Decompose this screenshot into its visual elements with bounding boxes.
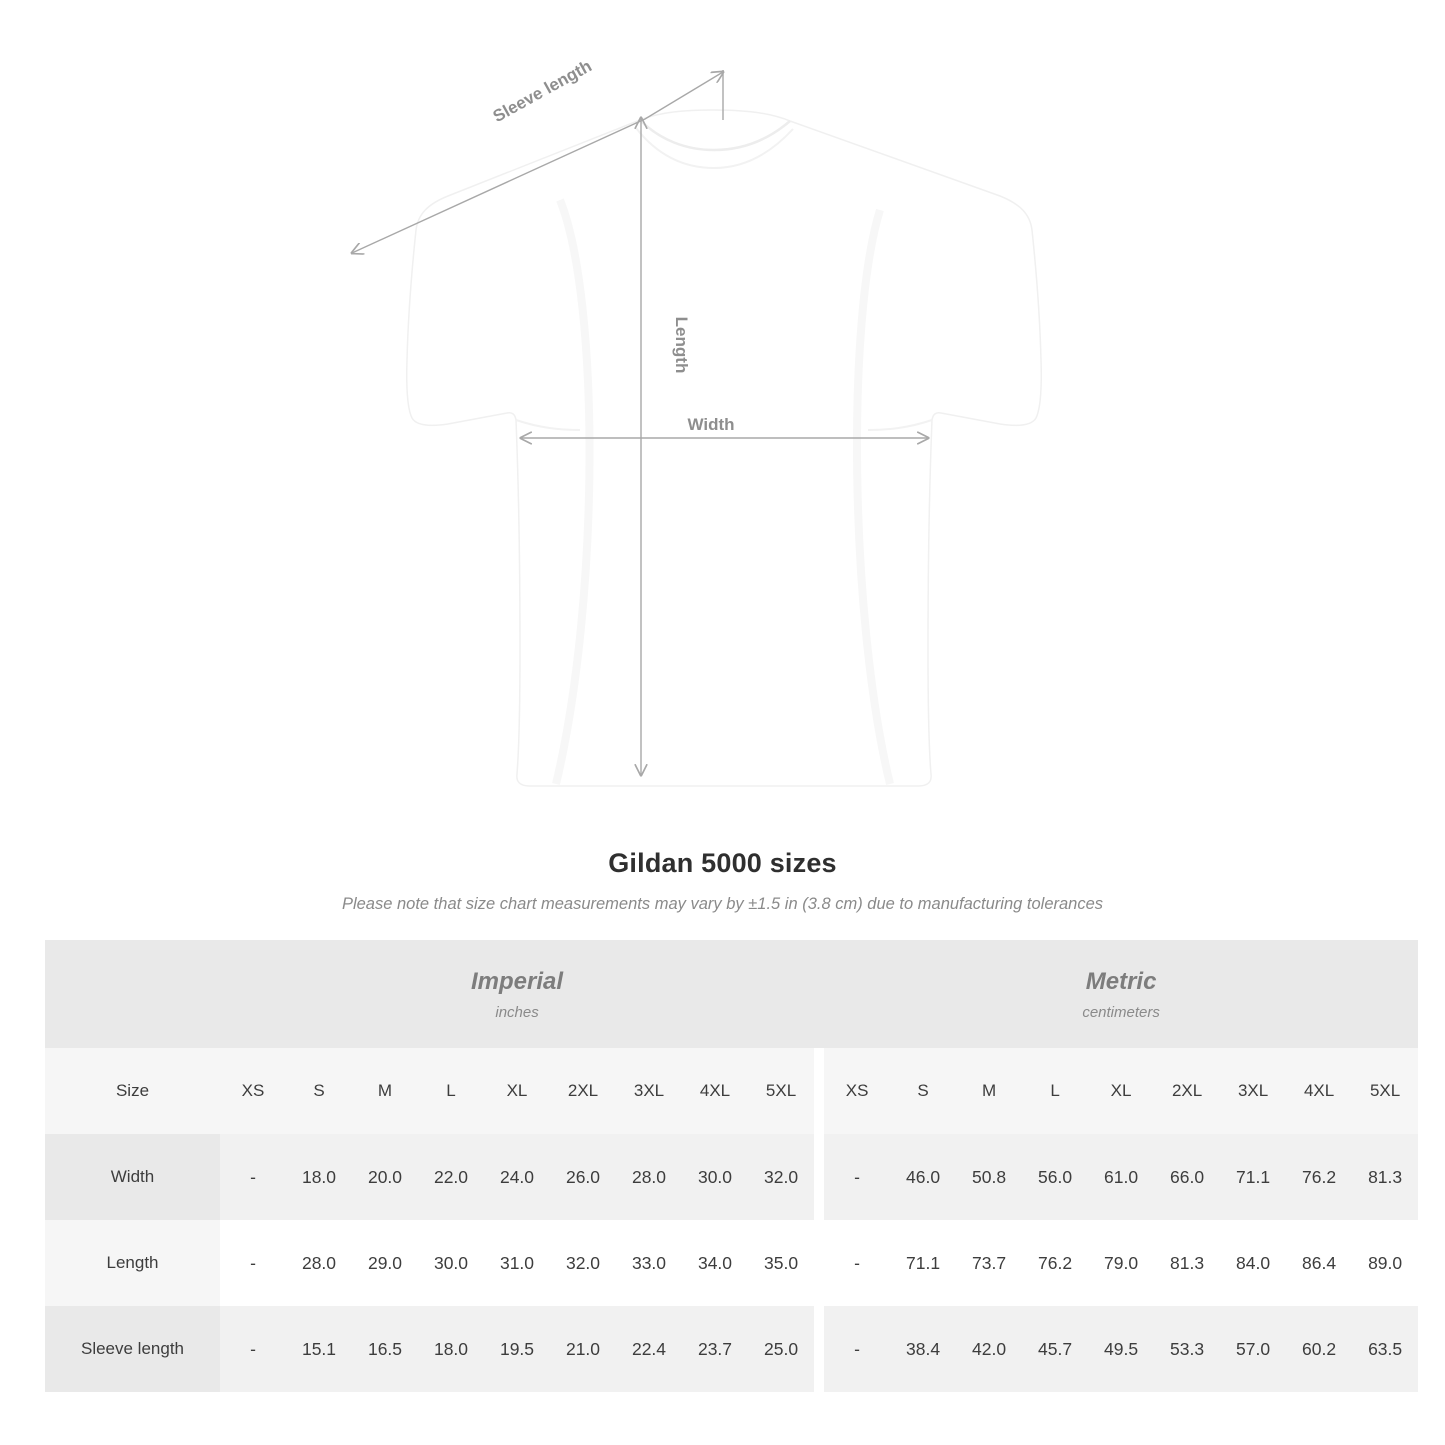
- cell-length-metric-xs: -: [824, 1220, 890, 1306]
- cell-sleeve-imperial-3xl: 22.4: [616, 1306, 682, 1392]
- cell-sleeve-metric-m: 42.0: [956, 1306, 1022, 1392]
- column-separator-sleeve: [814, 1306, 824, 1392]
- column-separator-header: [814, 1048, 824, 1134]
- tshirt-shape: [407, 110, 1042, 786]
- cell-length-metric-4xl: 86.4: [1286, 1220, 1352, 1306]
- cell-length-metric-xl: 79.0: [1088, 1220, 1154, 1306]
- cell-length-metric-l: 76.2: [1022, 1220, 1088, 1306]
- cell-length-imperial-xs: -: [220, 1220, 286, 1306]
- cell-width-imperial-3xl: 28.0: [616, 1134, 682, 1220]
- cell-width-metric-5xl: 81.3: [1352, 1134, 1418, 1220]
- header-size-xs-imperial: XS: [220, 1048, 286, 1134]
- cell-sleeve-imperial-xs: -: [220, 1306, 286, 1392]
- chart-title: Gildan 5000 sizes: [608, 848, 837, 878]
- unit-cell-imperial: [220, 940, 814, 1048]
- cell-sleeve-metric-xl: 49.5: [1088, 1306, 1154, 1392]
- cell-sleeve-imperial-4xl: 23.7: [682, 1306, 748, 1392]
- unit-cell-blank: [45, 940, 220, 1048]
- cell-length-imperial-m: 29.0: [352, 1220, 418, 1306]
- cell-length-metric-s: 71.1: [890, 1220, 956, 1306]
- column-separator-length: [814, 1220, 824, 1306]
- unit-cell-metric: [824, 940, 1418, 1048]
- cell-width-metric-s: 46.0: [890, 1134, 956, 1220]
- unit-sub-metric: centimeters: [1082, 1003, 1160, 1021]
- cell-width-imperial-2xl: 26.0: [550, 1134, 616, 1220]
- header-size-m-imperial: M: [352, 1048, 418, 1134]
- unit-header-row: [45, 940, 1418, 1048]
- cell-length-imperial-5xl: 35.0: [748, 1220, 814, 1306]
- cell-width-imperial-s: 18.0: [286, 1134, 352, 1220]
- header-size-5xl-imperial: 5XL: [748, 1048, 814, 1134]
- cell-width-metric-l: 56.0: [1022, 1134, 1088, 1220]
- cell-width-imperial-m: 20.0: [352, 1134, 418, 1220]
- cell-length-imperial-l: 30.0: [418, 1220, 484, 1306]
- cell-sleeve-imperial-l: 18.0: [418, 1306, 484, 1392]
- cell-width-metric-m: 50.8: [956, 1134, 1022, 1220]
- size-table-wrap: [0, 940, 1445, 1392]
- header-size: Size: [45, 1048, 220, 1134]
- row-label-width: Width: [45, 1134, 220, 1220]
- cell-length-imperial-3xl: 33.0: [616, 1220, 682, 1306]
- cell-width-metric-3xl: 71.1: [1220, 1134, 1286, 1220]
- cell-width-imperial-l: 22.0: [418, 1134, 484, 1220]
- cell-width-imperial-xl: 24.0: [484, 1134, 550, 1220]
- header-size-m-metric: M: [956, 1048, 1022, 1134]
- cell-width-metric-xs: -: [824, 1134, 890, 1220]
- cell-width-metric-xl: 61.0: [1088, 1134, 1154, 1220]
- header-size-xs-metric: XS: [824, 1048, 890, 1134]
- header-size-xl-metric: XL: [1088, 1048, 1154, 1134]
- header-size-3xl-metric: 3XL: [1220, 1048, 1286, 1134]
- cell-sleeve-imperial-m: 16.5: [352, 1306, 418, 1392]
- unit-cell-gap: [814, 940, 824, 1048]
- table-row: [45, 1306, 1418, 1392]
- table-row: [45, 1220, 1418, 1306]
- unit-sub-imperial: inches: [495, 1003, 539, 1021]
- header-size-l-metric: L: [1022, 1048, 1088, 1134]
- cell-width-imperial-xs: -: [220, 1134, 286, 1220]
- sleeve-length-label: Sleeve length: [489, 56, 595, 127]
- header-size-5xl-metric: 5XL: [1352, 1048, 1418, 1134]
- width-label: Width: [687, 415, 735, 434]
- cell-width-imperial-4xl: 30.0: [682, 1134, 748, 1220]
- row-label-sleeve-length: Sleeve length: [45, 1306, 220, 1392]
- size-header-row: [45, 1048, 1418, 1134]
- column-separator-width: [814, 1134, 824, 1220]
- cell-width-imperial-5xl: 32.0: [748, 1134, 814, 1220]
- header-size-4xl-imperial: 4XL: [682, 1048, 748, 1134]
- cell-sleeve-metric-xs: -: [824, 1306, 890, 1392]
- cell-sleeve-metric-4xl: 60.2: [1286, 1306, 1352, 1392]
- chart-note: Please note that size chart measurements may vary by ±1.5 in (3.8 cm) due to manufacturing tolerances: [341, 895, 1104, 913]
- cell-sleeve-imperial-xl: 19.5: [484, 1306, 550, 1392]
- length-label: Length: [672, 316, 691, 374]
- cell-sleeve-imperial-5xl: 25.0: [748, 1306, 814, 1392]
- cell-width-metric-4xl: 76.2: [1286, 1134, 1352, 1220]
- table-row: [45, 1134, 1418, 1220]
- header-size-2xl-metric: 2XL: [1154, 1048, 1220, 1134]
- cell-sleeve-metric-5xl: 63.5: [1352, 1306, 1418, 1392]
- header-size-xl-imperial: XL: [484, 1048, 550, 1134]
- header-size-3xl-imperial: 3XL: [616, 1048, 682, 1134]
- cell-width-metric-2xl: 66.0: [1154, 1134, 1220, 1220]
- header-size-2xl-imperial: 2XL: [550, 1048, 616, 1134]
- header-size-4xl-metric: 4XL: [1286, 1048, 1352, 1134]
- cell-sleeve-metric-3xl: 57.0: [1220, 1306, 1286, 1392]
- title-block: [0, 848, 1445, 914]
- size-table: [45, 940, 1418, 1392]
- cell-length-metric-5xl: 89.0: [1352, 1220, 1418, 1306]
- cell-sleeve-metric-s: 38.4: [890, 1306, 956, 1392]
- cell-length-imperial-4xl: 34.0: [682, 1220, 748, 1306]
- unit-name-metric: Metric: [1085, 967, 1157, 995]
- header-size-l-imperial: L: [418, 1048, 484, 1134]
- header-size-s-metric: S: [890, 1048, 956, 1134]
- cell-sleeve-metric-l: 45.7: [1022, 1306, 1088, 1392]
- cell-length-imperial-2xl: 32.0: [550, 1220, 616, 1306]
- header-size-s-imperial: S: [286, 1048, 352, 1134]
- cell-length-imperial-xl: 31.0: [484, 1220, 550, 1306]
- cell-length-imperial-s: 28.0: [286, 1220, 352, 1306]
- cell-sleeve-metric-2xl: 53.3: [1154, 1306, 1220, 1392]
- cell-length-metric-2xl: 81.3: [1154, 1220, 1220, 1306]
- cell-sleeve-imperial-2xl: 21.0: [550, 1306, 616, 1392]
- unit-name-imperial: Imperial: [471, 967, 564, 995]
- cell-sleeve-imperial-s: 15.1: [286, 1306, 352, 1392]
- row-label-length: Length: [45, 1220, 220, 1306]
- cell-length-metric-m: 73.7: [956, 1220, 1022, 1306]
- cell-length-metric-3xl: 84.0: [1220, 1220, 1286, 1306]
